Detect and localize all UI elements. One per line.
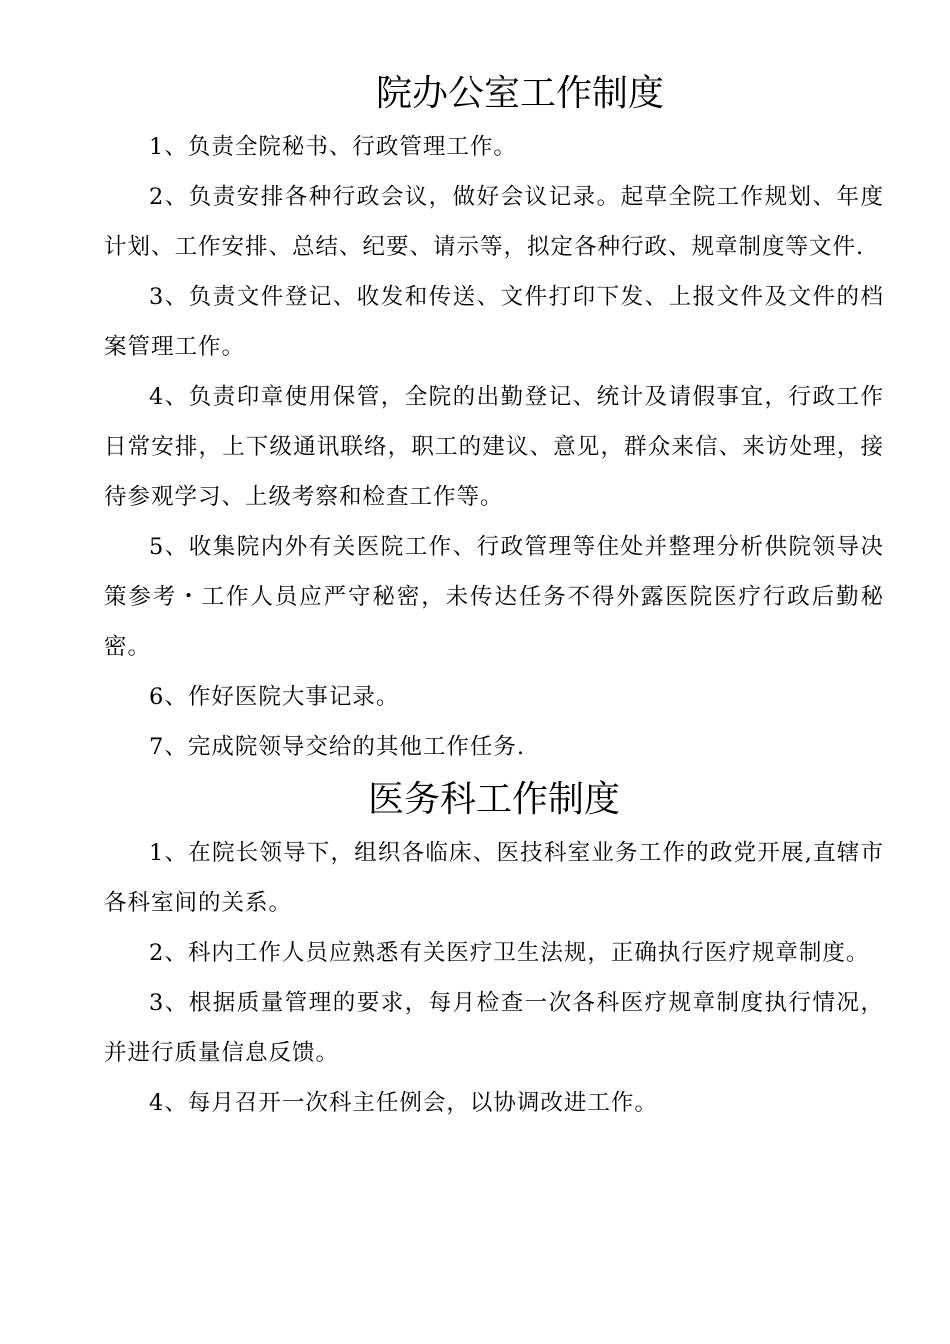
office-rule-2: 2、负责安排各种行政会议，做好会议记录。起草全院工作规划、年度计划、工作安排、总结、纪要、请示等，拟定各种行政、规章制度等文件. xyxy=(104,184,884,260)
medical-rule-3: 3、根据质量管理的要求，每月检查一次各科医疗规章制度执行情况，并进行质量信息反馈。 xyxy=(104,990,884,1066)
section-title-office: 院办公室工作制度 xyxy=(375,73,664,114)
medical-rule-4: 4、每月召开一次科主任例会，以协调改进工作。 xyxy=(149,1090,658,1116)
office-rule-4: 4、负责印章使用保管，全院的出勤登记、统计及请假事宜，行政工作日常安排，上下级通讯联络，职工的建议、意见，群众来信、来访处理，接待参观学习、上级考察和检查工作等。 xyxy=(104,384,884,510)
section-title-medical-affairs: 医务科工作制度 xyxy=(367,779,620,820)
document-page xyxy=(104,66,884,1128)
office-rule-6: 6、作好医院大事记录。 xyxy=(149,684,400,710)
office-rule-7: 7、完成院领导交给的其他工作任务. xyxy=(149,734,525,760)
office-rule-5: 5、收集院内外有关医院工作、行政管理等住处并整理分析供院领导决策参考・工作人员应严守秘密，未传达任务不得外露医院医疗行政后勤秘密。 xyxy=(104,534,884,660)
office-rule-1: 1、负责全院秘书、行政管理工作。 xyxy=(149,134,517,160)
medical-rule-2: 2、科内工作人员应熟悉有关医疗卫生法规，正确执行医疗规章制度。 xyxy=(149,940,870,966)
medical-rule-1: 1、在院长领导下，组织各临床、医技科室业务工作的政党开展,直辖市各科室间的关系。 xyxy=(104,840,884,916)
office-rule-3: 3、负责文件登记、收发和传送、文件打印下发、上报文件及文件的档案管理工作。 xyxy=(104,284,884,360)
